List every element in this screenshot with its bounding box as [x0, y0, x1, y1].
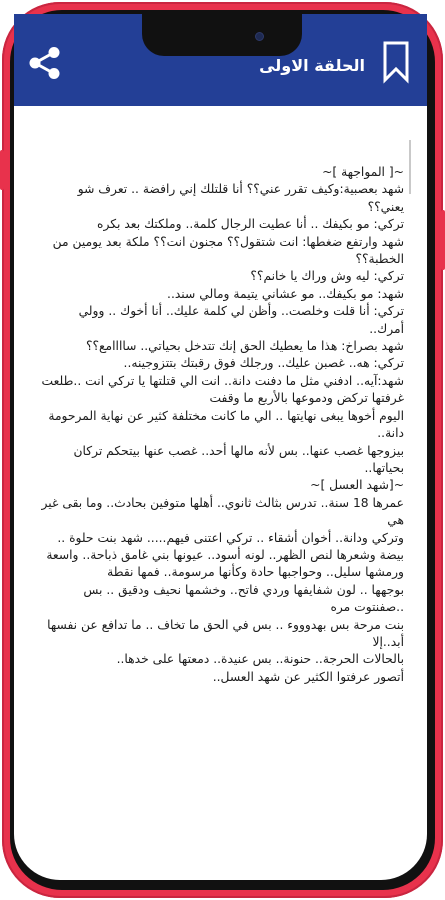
page-title: الحلقة الاولى	[259, 56, 365, 75]
bookmark-icon	[381, 40, 411, 84]
app-bar	[14, 14, 427, 106]
share-button[interactable]	[26, 44, 64, 82]
side-button-right	[441, 210, 445, 270]
share-icon	[26, 44, 64, 82]
side-button-left	[0, 150, 4, 190]
story-text: ~[ المواجهة ]~ شهد بعصبية:وكيف تقرر عني؟؟ أنا قلتلك إني رافضة .. تعرف شو يعني؟؟ تركي: مو بكيفك .. أنا عطيت الرجال كلمة.. وملكتك بعد بكره شهد وارتفع ضغطها: انت شتقول؟؟ مجنون انت؟؟ ملكة بعد يومين من الخطبة؟؟ تركي: ليه وش وراك يا خانم؟؟ شهد: مو بكيفك.. مو عشاني يتيمة ومالي سند.. تركي: أنا قلت وخلصت.. وأظن لي كلمة عليك.. أنا أخوك .. وولي أمرك.. شهد بصراخ: هذا ما يعطيك الحق إنك تتدخل بحياتي.. ساااامع؟؟ تركي: هه.. غصبن عليك.. ورجلك فوق رقبتك بتتزوجينه.. شهد:آيه.. ادفني مثل ما دفنت دانة.. انت الي قتلتها يا تركي انت ..طلعت غرفتها تركض ودموعها بالأربع ما وقفت اليوم أخوها يبغى نهايتها .. الي ما كانت مختلفة كثير عن نهاية المرحومة دانة.. بيزوجها غصب عنها.. بس لأنه مالها أحد.. غصب عنها بيتحكم تركان بحياتها.. ~[شهد العسل ]~ عمرها 18 سنة.. تدرس بثالث ثانوي.. أهلها متوفين بحادث.. وما بقى غير هي وتركي ودانة.. أخوان أشقاء .. تركي اعتنى فيهم..... شهد بنت حلوة .. بيضة وشعرها لنص الظهر.. لونه أسود.. عيونها بني غامق ذباحة.. واسعة ورمشها سليل.. وحواجبها حادة وكأنها مرسومة.. فمها نقطة بوجهها .. لون شفايفها وردي فاتح.. وخشمها نحيف ودقيق .. بس ..صفنتوت مره بنت مرحة بس بهدوووء .. بس في الحق ما تخاف .. ما تدافع عن نفسها أبد..إلا بالحالات الحرجة.. حنونة.. بس عنيدة.. دمعتها على خدها.. أتصور عرفتوا الكثير عن شهد العسل..	[41, 165, 404, 684]
scrollbar[interactable]	[409, 140, 411, 194]
story-content[interactable]	[40, 134, 410, 804]
camera-notch	[142, 14, 302, 56]
bookmark-button[interactable]	[381, 40, 411, 84]
camera-icon	[255, 32, 264, 41]
screen	[14, 14, 427, 880]
